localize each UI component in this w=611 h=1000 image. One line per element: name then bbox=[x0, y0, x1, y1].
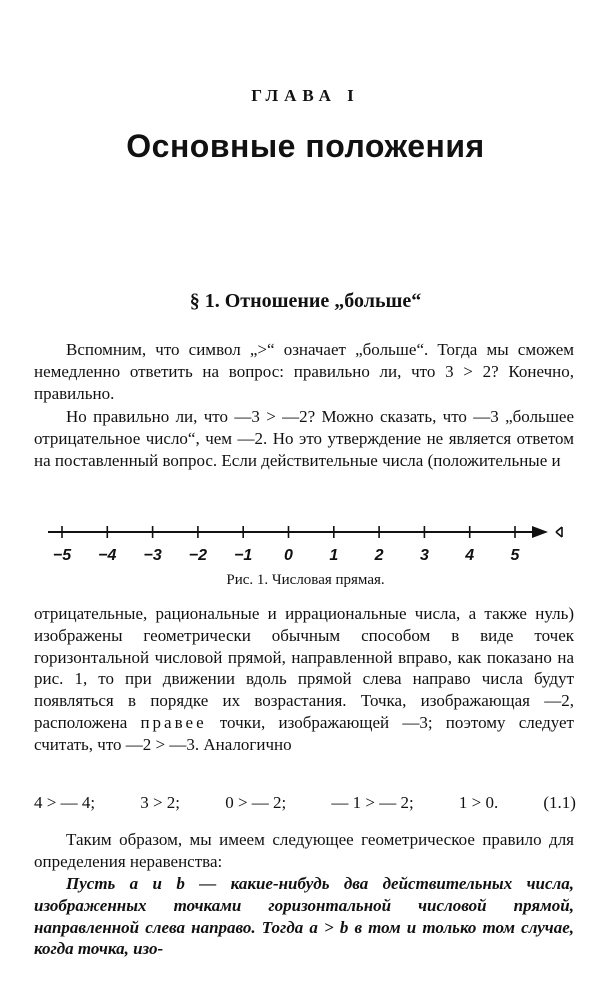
tick-label: −1 bbox=[234, 547, 253, 564]
number-line-figure bbox=[0, 512, 611, 570]
tick-label: 3 bbox=[419, 547, 429, 564]
arrow-head-icon bbox=[532, 526, 548, 538]
tick-label: 4 bbox=[465, 547, 475, 564]
formula-item: 3 > 2; bbox=[140, 793, 181, 812]
tick-label: −2 bbox=[188, 547, 208, 564]
paragraph-3-text-b: точки, изображающей —3; поэтому следует считать, что —2 > —3. Аналогично bbox=[34, 712, 574, 754]
formula-item: — 1 > — 2; bbox=[331, 793, 414, 812]
tick-label: 0 bbox=[284, 547, 293, 564]
chapter-title: Основные положения bbox=[126, 128, 485, 164]
paragraph-1: Вспомним, что символ „>“ означает „больше“. Тогда мы сможем немедленно ответить на вопрос: правильно ли, что 3 > 2? Конечно, правильно. bbox=[34, 340, 574, 403]
paragraph-3 bbox=[34, 603, 574, 756]
rule-paragraph: Пусть a и b — какие-нибудь два действительных числа, изображенных точками горизонтальной числовой прямой, направленной слева направо. Тогда a > b в том и только том случае, когда точка, изо- bbox=[34, 874, 574, 959]
tick-label-group bbox=[53, 547, 521, 564]
emphasis-right: правее bbox=[140, 712, 207, 732]
formula-number: (1.1) bbox=[543, 793, 576, 812]
tick-label: −4 bbox=[98, 547, 117, 564]
tick-label: 1 bbox=[329, 547, 339, 564]
formula-item: 0 > — 2; bbox=[225, 793, 287, 812]
tick-label: −3 bbox=[143, 547, 162, 564]
formula-item: 4 > — 4; bbox=[34, 793, 96, 812]
right-end-marker-icon bbox=[556, 527, 562, 537]
tick-label: 2 bbox=[374, 547, 384, 564]
figure-caption: Рис. 1. Числовая прямая. bbox=[226, 572, 385, 588]
paragraph-2: Но правильно ли, что —3 > —2? Можно сказать, что —3 „большее отрицательное число“, чем —2. Но это утверждение не является ответом на поставленный вопрос. Если действительные числа (положительные и bbox=[34, 407, 574, 470]
formula-item: 1 > 0. bbox=[458, 793, 499, 812]
formula-line bbox=[34, 793, 576, 813]
tick-label: 5 bbox=[510, 547, 520, 564]
paragraph-4: Таким образом, мы имеем следующее геометрическое правило для определения неравенства: bbox=[34, 830, 574, 871]
paragraph-3-text-a: отрицательные, рациональные и иррациональные числа, а также нуль) изображены геометрически обычным способом в виде точек горизонтальной числовой прямой, направленной вправо, как показано на рис. 1, то при движении вдоль прямой слева направо числа будут появляться в порядке их возрастания. Точка, изображающая —2, расположена bbox=[34, 604, 574, 732]
chapter-label: ГЛАВА I bbox=[251, 86, 360, 105]
tick-label: −5 bbox=[52, 547, 72, 564]
section-title: § 1. Отношение „больше“ bbox=[189, 290, 422, 312]
